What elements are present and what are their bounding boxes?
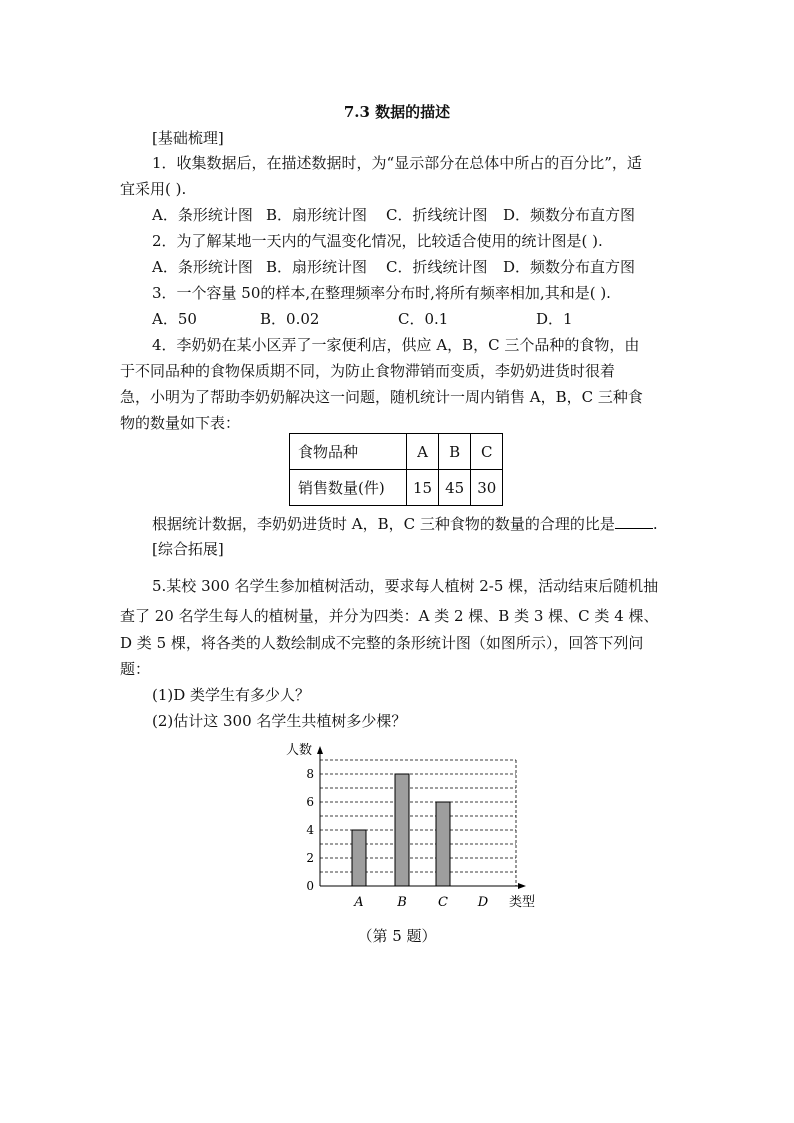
q2-option-a: A．条形统计图 [152,258,253,276]
figure-caption: （第 5 题） [357,927,437,945]
y-axis-arrow [317,746,323,754]
q3-option-c: C．0.1 [398,310,449,328]
q4-answer-text: 根据统计数据，李奶奶进货时 A，B，C 三种食物的数量的合理的比是 [152,515,615,533]
q1-option-c: C．折线统计图 [386,206,488,224]
q4-line4: 物的数量如下表： [120,414,241,432]
table-row [290,470,503,506]
y-tick-label: 8 [306,767,314,781]
q5-line4: 题： [120,660,151,678]
bar-chart [270,740,560,915]
q5-line3: D 类 5 棵，将各类的人数绘制成不完整的条形统计图（如图所示），回答下列问 [120,634,644,652]
table-cell: 15 [407,470,439,506]
q4-line1: 4．李奶奶在某小区弄了一家便利店，供应 A，B，C 三个品种的食物，由 [152,336,640,354]
q2-option-d: D．频数分布直方图 [503,258,636,276]
q1-line2: 宜采用( ). [120,180,187,198]
chart-grid [320,760,516,886]
q5-sub2: (2)估计这 300 名学生共植树多少棵？ [152,712,407,730]
q5-line2: 查了 20 名学生每人的植树量，并分为四类：A 类 2 棵、B 类 3 棵、C 类 4 棵、 [120,607,659,625]
table-header-cell: 食物品种 [290,434,407,470]
table-cell: C [471,434,503,470]
q1-option-b: B．扇形统计图 [266,206,368,224]
q1-option-d: D．频数分布直方图 [503,206,636,224]
y-tick-label: 2 [306,851,314,865]
bar-B [395,774,409,886]
x-tick-label: C [438,895,448,910]
section-extend: [综合拓展] [152,540,224,558]
q1-line1: 1．收集数据后，在描述数据时，为“显示部分在总体中所占的百分比”，适 [152,154,642,172]
table-cell: 45 [439,470,471,506]
answer-blank[interactable] [615,512,653,529]
x-tick-labels [353,895,488,910]
y-tick-label: 0 [306,879,314,893]
bar-A [352,830,366,886]
q4-answer-end: . [652,515,658,533]
x-axis-arrow [518,883,526,889]
y-axis-label: 人数 [286,743,313,758]
page-title: 7.3 数据的描述 [343,103,451,121]
table-cell: A [407,434,439,470]
q4-answer-line [152,512,658,534]
x-tick-label: A [354,895,364,910]
section-basic: [基础梳理] [152,129,224,147]
q3-option-b: B．0.02 [260,310,320,328]
q5-line1: 5.某校 300 名学生参加植树活动，要求每人植树 2-5 棵，活动结束后随机抽 [152,577,659,595]
table-row [290,434,503,470]
q1-option-a: A．条形统计图 [152,206,253,224]
y-tick-label: 6 [306,795,314,809]
table-cell: B [439,434,471,470]
q3-line1: 3．一个容量 50的样本,在整理频率分布时,将所有频率相加,其和是( ). [152,284,611,302]
q2-option-c: C．折线统计图 [386,258,488,276]
q3-option-d: D．1 [536,310,573,328]
sales-table [289,433,503,506]
x-axis-label: 类型 [509,895,536,910]
table-header-cell: 销售数量(件) [290,470,407,506]
q4-line2: 于不同品种的食物保质期不同，为防止食物滞销而变质，李奶奶进货时很着 [120,362,616,380]
x-tick-label: D [477,895,489,910]
y-tick-labels [306,767,314,893]
q3-option-a: A．50 [152,310,197,328]
table-cell: 30 [471,470,503,506]
q2-option-b: B．扇形统计图 [266,258,368,276]
q5-sub1: (1)D 类学生有多少人？ [152,686,311,704]
bar-C [436,802,450,886]
q2-line1: 2．为了解某地一天内的气温变化情况，比较适合使用的统计图是( ). [152,232,603,250]
q4-line3: 急，小明为了帮助李奶奶解决这一问题，随机统计一周内销售 A，B，C 三种食 [120,388,643,406]
y-tick-label: 4 [306,823,314,837]
x-tick-label: B [397,895,407,910]
